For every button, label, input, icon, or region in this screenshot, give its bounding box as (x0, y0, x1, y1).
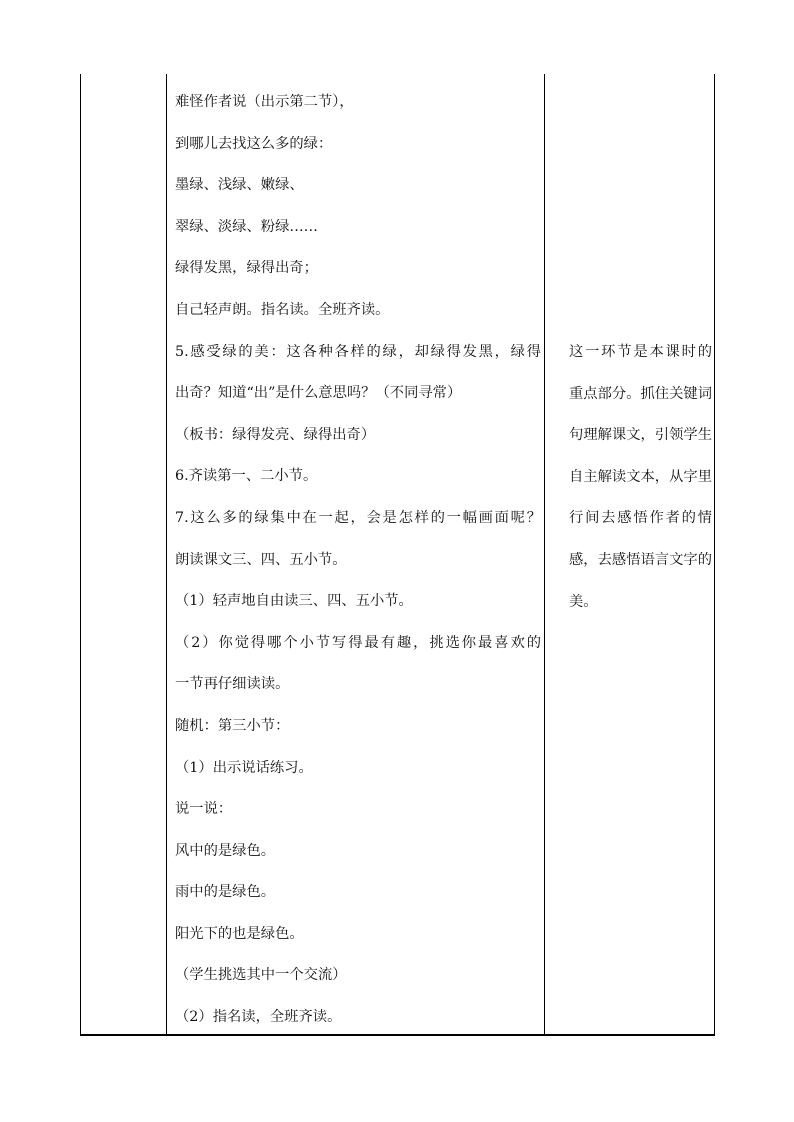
text-line: （2）你觉得哪个小节写得最有趣，挑选你最喜欢的 (175, 634, 541, 651)
text-line: 雨中的是绿色。 (175, 884, 276, 901)
text-line: 绿得发黑，绿得出奇； (175, 260, 318, 277)
text-line: 难怪作者说（出示第二节）， (175, 94, 354, 110)
design-intent-cell (569, 332, 714, 623)
text-line: 到哪儿去找这么多的绿： (175, 135, 333, 152)
text-line: 墨绿、浅绿、嫩绿、 (175, 177, 304, 194)
text-line: （2）指名读，全班齐读。 (175, 1009, 342, 1026)
note-line: 行间去感悟作者的情 (569, 510, 712, 527)
text-line: （学生挑选其中一个交流） (175, 967, 347, 984)
text-line: 阳光下的也是绿色。 (175, 925, 304, 942)
note-line: 这一环节是本课时的 (569, 344, 712, 360)
note-line: 重点部分。抓住关键词 (569, 385, 712, 402)
text-line: 说一说： (175, 801, 233, 818)
text-line: 一节再仔细读读。 (175, 676, 290, 693)
note-line: 自主解读文本，从字里 (569, 468, 712, 485)
text-line: 风中的是绿色。 (175, 842, 276, 859)
column-divider-right (544, 74, 545, 1034)
text-line: 朗读课文三、四、五小节。 (175, 551, 347, 568)
text-line: 翠绿、淡绿、粉绿…… (175, 218, 318, 235)
lesson-table (80, 74, 715, 1036)
text-line: 随机：第三小节： (175, 717, 290, 734)
teaching-process-cell (175, 82, 541, 1039)
note-line: 美。 (569, 593, 598, 610)
text-line: 7.这么多的绿集中在一起，会是怎样的一幅画面呢？ (175, 509, 541, 526)
text-line: 出奇？知道“出”是什么意思吗？（不同寻常） (175, 385, 462, 402)
note-line: 感，去感悟语言文字的 (569, 551, 712, 568)
text-line: （1）出示说话练习。 (175, 759, 313, 776)
text-line: 6.齐读第一、二小节。 (175, 468, 318, 485)
note-line: 句理解课文，引领学生 (569, 427, 712, 444)
text-line: 自己轻声朗。指名读。全班齐读。 (175, 301, 390, 318)
text-line: （1）轻声地自由读三、四、五小节。 (175, 593, 413, 610)
text-line: 5.感受绿的美：这各种各样的绿，却绿得发黑，绿得 (175, 343, 541, 360)
text-line: （板书：绿得发亮、绿得出奇） (175, 426, 376, 443)
column-divider-left (166, 74, 167, 1034)
